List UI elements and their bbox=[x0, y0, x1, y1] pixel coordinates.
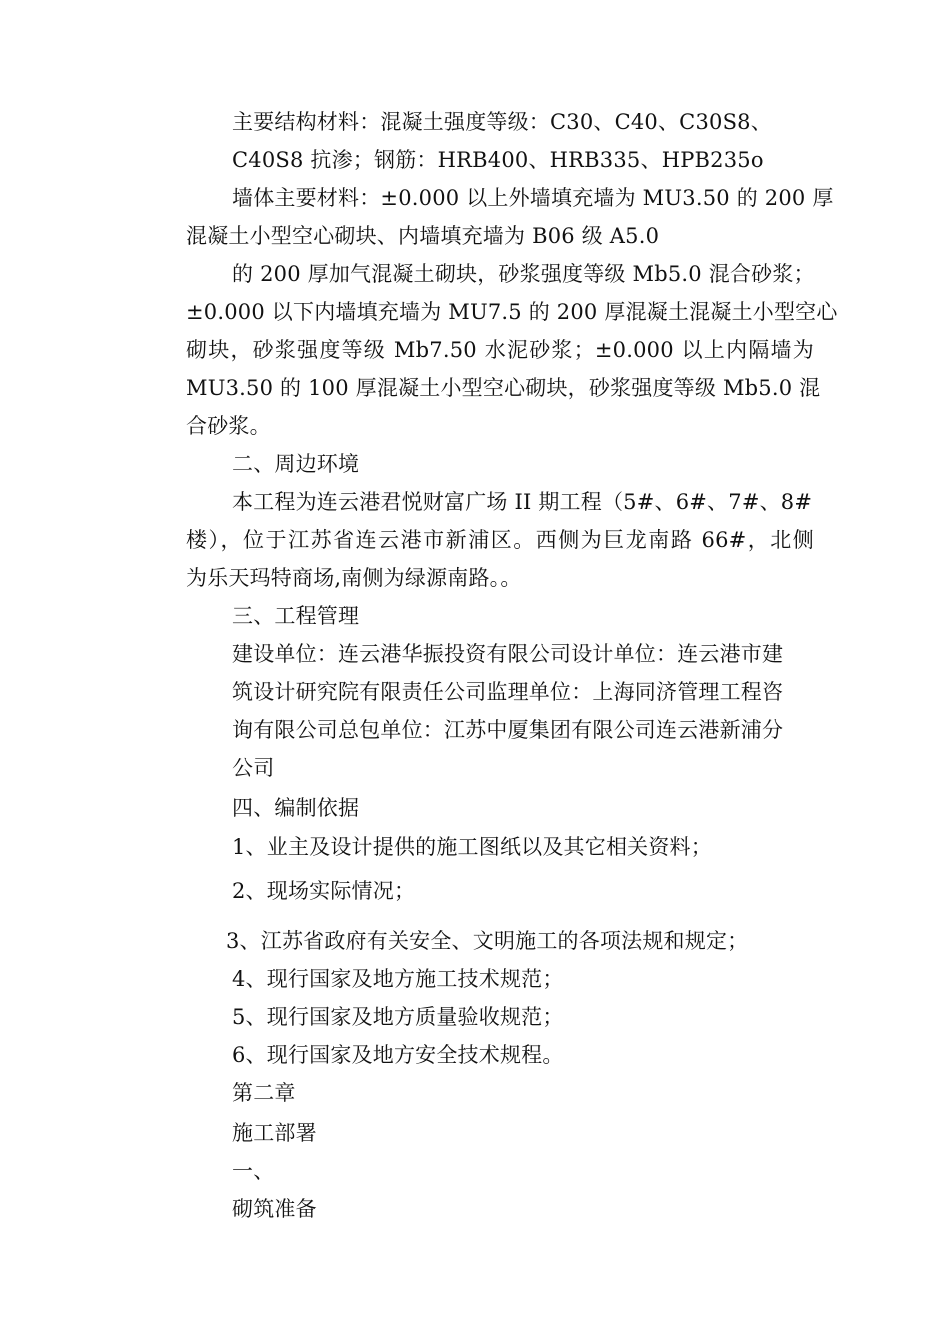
text-line-impermeability-rebar: C40S8 抗渗；钢筋：HRB400、HRB335、HPB235o bbox=[232, 148, 764, 172]
list-item-basis-5: 5、现行国家及地方质量验收规范； bbox=[232, 1005, 564, 1029]
section-number: 一、 bbox=[232, 1159, 275, 1183]
text-line-construction-unit: 建设单位：连云港华振投资有限公司设计单位：连云港市建 bbox=[232, 642, 784, 666]
text-line-project-intro: 本工程为连云港君悦财富广场 II 期工程（5#、6#、7#、8# bbox=[232, 490, 813, 514]
text-line-mixed-mortar: 合砂浆。 bbox=[186, 414, 271, 438]
text-line-company: 公司 bbox=[232, 756, 275, 780]
text-line-below-zero: ±0.000 以下内墙填充墙为 MU7.5 的 200 厚混凝土混凝土小型空心 bbox=[186, 300, 838, 324]
section-heading-basis: 四、编制依据 bbox=[232, 796, 360, 820]
list-item-basis-2: 2、现场实际情况； bbox=[232, 879, 416, 903]
text-line-wall-materials: 墙体主要材料：±0.000 以上外墙填充墙为 MU3.50 的 200 厚 bbox=[232, 186, 834, 210]
section-heading-management: 三、工程管理 bbox=[232, 604, 360, 628]
text-line-hollow-block: MU3.50 的 100 厚混凝土小型空心砌块，砂浆强度等级 Mb5.0 混 bbox=[186, 376, 821, 400]
section-heading-surroundings: 二、周边环境 bbox=[232, 452, 360, 476]
text-line-aerated-block: 的 200 厚加气混凝土砌块，砂浆强度等级 Mb5.0 混合砂浆； bbox=[232, 262, 815, 286]
text-line-general-contractor: 询有限公司总包单位：江苏中厦集团有限公司连云港新浦分 bbox=[232, 718, 784, 742]
list-item-basis-6: 6、现行国家及地方安全技术规程。 bbox=[232, 1043, 564, 1067]
text-line-neighbors: 为乐天玛特商场,南侧为绿源南路。。 bbox=[186, 566, 522, 590]
text-line-supervision-unit: 筑设计研究院有限责任公司监理单位：上海同济管理工程咨 bbox=[232, 680, 784, 704]
list-item-basis-1: 1、业主及设计提供的施工图纸以及其它相关资料； bbox=[232, 835, 712, 859]
chapter-title: 施工部署 bbox=[232, 1121, 317, 1145]
section-title-masonry-preparation: 砌筑准备 bbox=[232, 1197, 317, 1221]
list-item-basis-3: 3、江苏省政府有关安全、文明施工的各项法规和规定； bbox=[226, 929, 749, 953]
text-line-concrete-block: 混凝土小型空心砌块、内墙填充墙为 B06 级 A5.0 bbox=[186, 224, 660, 248]
list-item-basis-4: 4、现行国家及地方施工技术规范； bbox=[232, 967, 564, 991]
chapter-heading: 第二章 bbox=[232, 1081, 296, 1105]
text-line-location: 楼），位于江苏省连云港市新浦区。西侧为巨龙南路 66#，北侧 bbox=[186, 528, 814, 552]
text-line-mortar-partition: 砌块，砂浆强度等级 Mb7.50 水泥砂浆；±0.000 以上内隔墙为 bbox=[186, 338, 814, 362]
text-line-structural-materials: 主要结构材料：混凝土强度等级：C30、C40、C30S8、 bbox=[232, 110, 772, 134]
